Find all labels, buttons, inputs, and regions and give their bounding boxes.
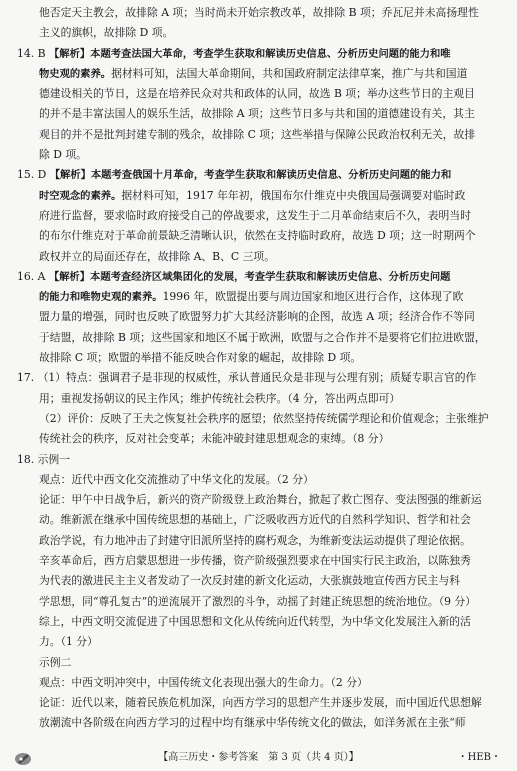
text-line bbox=[17, 206, 503, 226]
text-line bbox=[17, 429, 503, 449]
line-text: 传统社会的秩序，反对社会变革；未能冲破封建思想观念的束缚。（8 分） bbox=[39, 432, 390, 446]
text-line bbox=[17, 165, 503, 185]
text-line bbox=[17, 713, 503, 733]
text-line bbox=[17, 632, 503, 652]
text-line bbox=[17, 409, 503, 429]
line-text: 放潮流中各阶级在向西方学习的过程中均有继承中华传统文化的做法，如洋务派在主张“师 bbox=[39, 716, 466, 730]
line-text: 主义的旗帜，故排除 D 项。 bbox=[39, 26, 174, 40]
line-text: 论证：近代以来，随着民族危机加深，向西方学习的思想产生并逐步发展，而中国近代思想解 bbox=[39, 696, 482, 710]
analysis-heading: 物史观的素养。 bbox=[39, 67, 112, 80]
text-line bbox=[17, 368, 503, 388]
line-text: 的布尔什维克对于革命前景缺乏清晰认识，依然在支持临时政府，故选 D 项；这一时期两个 bbox=[39, 229, 476, 243]
line-text: 除 D 项。 bbox=[39, 148, 87, 162]
text-line bbox=[17, 64, 503, 84]
text-line bbox=[17, 653, 503, 673]
line-text: 用；重视发扬朝议的民主作风；维护传统社会秩序。（4 分，答出两点即可） bbox=[39, 391, 401, 405]
line-text: 示例一 bbox=[37, 452, 70, 466]
text-line bbox=[17, 592, 503, 612]
text-line bbox=[17, 328, 503, 348]
text-line bbox=[17, 125, 503, 145]
analysis-heading: 【解析】本题考查法国大革命，考查学生获取和解读历史信息、分析历史问题的能力和唯 bbox=[48, 47, 451, 60]
line-text: 盟力量的增强，同时也反映了欧盟努力扩大其经济影响的企图，故选 A 项；经济合作不等同 bbox=[39, 310, 475, 324]
text-line bbox=[17, 531, 503, 551]
text-line bbox=[17, 389, 503, 409]
line-text: 德建设相关的节日，这是在培养民众对共和政体的认同，故选 B 项；举办这些节日的主观目 bbox=[39, 87, 475, 101]
line-text: 动。维新派在继承中国传统思想的基础上，广泛吸收西方近代的自然科学知识、哲学和社会 bbox=[39, 513, 471, 527]
text-line bbox=[17, 571, 503, 591]
page-footer bbox=[0, 749, 517, 767]
question-number: 16. A bbox=[17, 269, 49, 283]
line-text: 辛亥革命后，西方启蒙思想进一步传播，资产阶级强烈要求在中国实行民主政治，以陈独秀 bbox=[39, 554, 471, 568]
text-line bbox=[17, 470, 503, 490]
text-line bbox=[17, 23, 503, 43]
text-line bbox=[17, 267, 503, 287]
text-line bbox=[17, 450, 503, 470]
text-line bbox=[17, 510, 503, 530]
text-line bbox=[17, 3, 503, 23]
analysis-heading: 时空观念的素养。 bbox=[39, 189, 122, 202]
text-line bbox=[17, 287, 503, 307]
line-text: 政治学说，有力地冲击了封建守旧派所坚持的腐朽观念，为维新变法运动提供了理论依据。 bbox=[39, 533, 471, 547]
line-text: 1996 年，欧盟提出要与周边国家和地区进行合作，这体现了欧 bbox=[162, 290, 464, 304]
text-line bbox=[17, 673, 503, 693]
line-text: 力。（1 分） bbox=[39, 635, 98, 649]
line-text: 故排除 C 项；欧盟的举措不能反映合作对象的崛起，故排除 D 项。 bbox=[39, 351, 362, 365]
text-line bbox=[17, 226, 503, 246]
question-number: 15. D bbox=[17, 168, 50, 182]
line-text: 观点：近代中西文化交流推动了中华文化的发展。（2 分） bbox=[39, 472, 314, 486]
line-text: 论证：甲午中日战争后，新兴的资产阶级登上政治舞台，掀起了救亡图存、变法图强的维新运 bbox=[39, 493, 482, 507]
line-text: （2）评价：反映了王夫之恢复社会秩序的愿望；依然坚持传统儒学理论和价值观念；主张维护 bbox=[39, 411, 489, 425]
line-text: 他否定天主教会，故排除 A 项；当时尚未开始宗教改革，故排除 B 项；乔瓦尼并未高扬理性 bbox=[39, 6, 479, 19]
text-line bbox=[17, 490, 503, 510]
line-text: （1）特点：强调君子是非现的权威性，承认普通民众是非现与公理有别；质疑专职言官的作 bbox=[37, 371, 477, 385]
line-text: 观点：中西文明冲突中，中国传统文化表现出强大的生命力。（2 分） bbox=[39, 675, 368, 689]
text-line bbox=[17, 247, 503, 267]
text-line bbox=[17, 348, 503, 368]
line-text: 示例二 bbox=[39, 655, 72, 669]
text-line bbox=[17, 186, 503, 206]
line-text: 观目的并不是批判封建专制的残余，故排除 C 项；这些举措与保障公民政治权利无关，故排 bbox=[39, 127, 476, 141]
question-number: 17. bbox=[17, 371, 38, 385]
text-line bbox=[17, 693, 503, 713]
text-line bbox=[17, 44, 503, 64]
line-text: 的并不是丰富法国人的娱乐生活，故排除 A 项；这些节日多与共和国的道德建设有关，其主 bbox=[39, 107, 475, 121]
footer-title: 【高三历史・参考答案 第 3 页（共 4 页）】 bbox=[158, 752, 359, 763]
text-line bbox=[17, 551, 503, 571]
text-line bbox=[17, 104, 503, 124]
answer-content bbox=[17, 3, 503, 734]
text-line bbox=[17, 612, 503, 632]
line-text: 学思想，同“尊孔复古”的逆流展开了激烈的斗争，动摇了封建正统思想的统治地位。（9 分） bbox=[39, 594, 477, 608]
line-text: 综上，中西文明交流促进了中国思想和文化从传统向近代转型，为中华文化发展注入新的活 bbox=[39, 614, 471, 628]
line-text: 府进行监督，要求临时政府接受自己的停战要求，这发生于二月革命结束后不久，表明当时 bbox=[39, 208, 471, 222]
text-line bbox=[17, 307, 503, 327]
line-text: 据材料可知，法国大革命期间，共和国政府制定法律草案，推广与共和国道 bbox=[111, 66, 468, 80]
analysis-heading: 的能力和唯物史观的素养。 bbox=[39, 291, 163, 304]
text-line bbox=[17, 84, 503, 104]
analysis-heading: 【解析】本题考查俄国十月革命，考查学生获取和解读历史信息、分析历史问题的能力和 bbox=[49, 169, 452, 182]
footer-code: ・HEB・ bbox=[457, 752, 501, 763]
line-text: 政权并立的局面还存在，故排除 A、B、C 三项。 bbox=[39, 249, 275, 263]
line-text: 为代表的激进民主主义者发动了一次反封建的新文化运动，大张旗鼓地宣传西方民主与科 bbox=[39, 574, 461, 588]
line-text: 据材料可知，1917 年年初，俄国布尔什维克中央俄国局强调要对临时政 bbox=[121, 188, 466, 202]
line-text: 于结盟，故排除 B 项；这些国家和地区不属于欧洲，欧盟与之合作并不是要将它们拉进欧盟， bbox=[39, 330, 486, 344]
analysis-heading: 【解析】本题考查经济区域集团化的发展，考查学生获取和解读历史信息、分析历史问题 bbox=[48, 270, 451, 283]
question-number: 14. B bbox=[17, 46, 49, 60]
question-number: 18. bbox=[17, 452, 38, 466]
text-line bbox=[17, 145, 503, 165]
